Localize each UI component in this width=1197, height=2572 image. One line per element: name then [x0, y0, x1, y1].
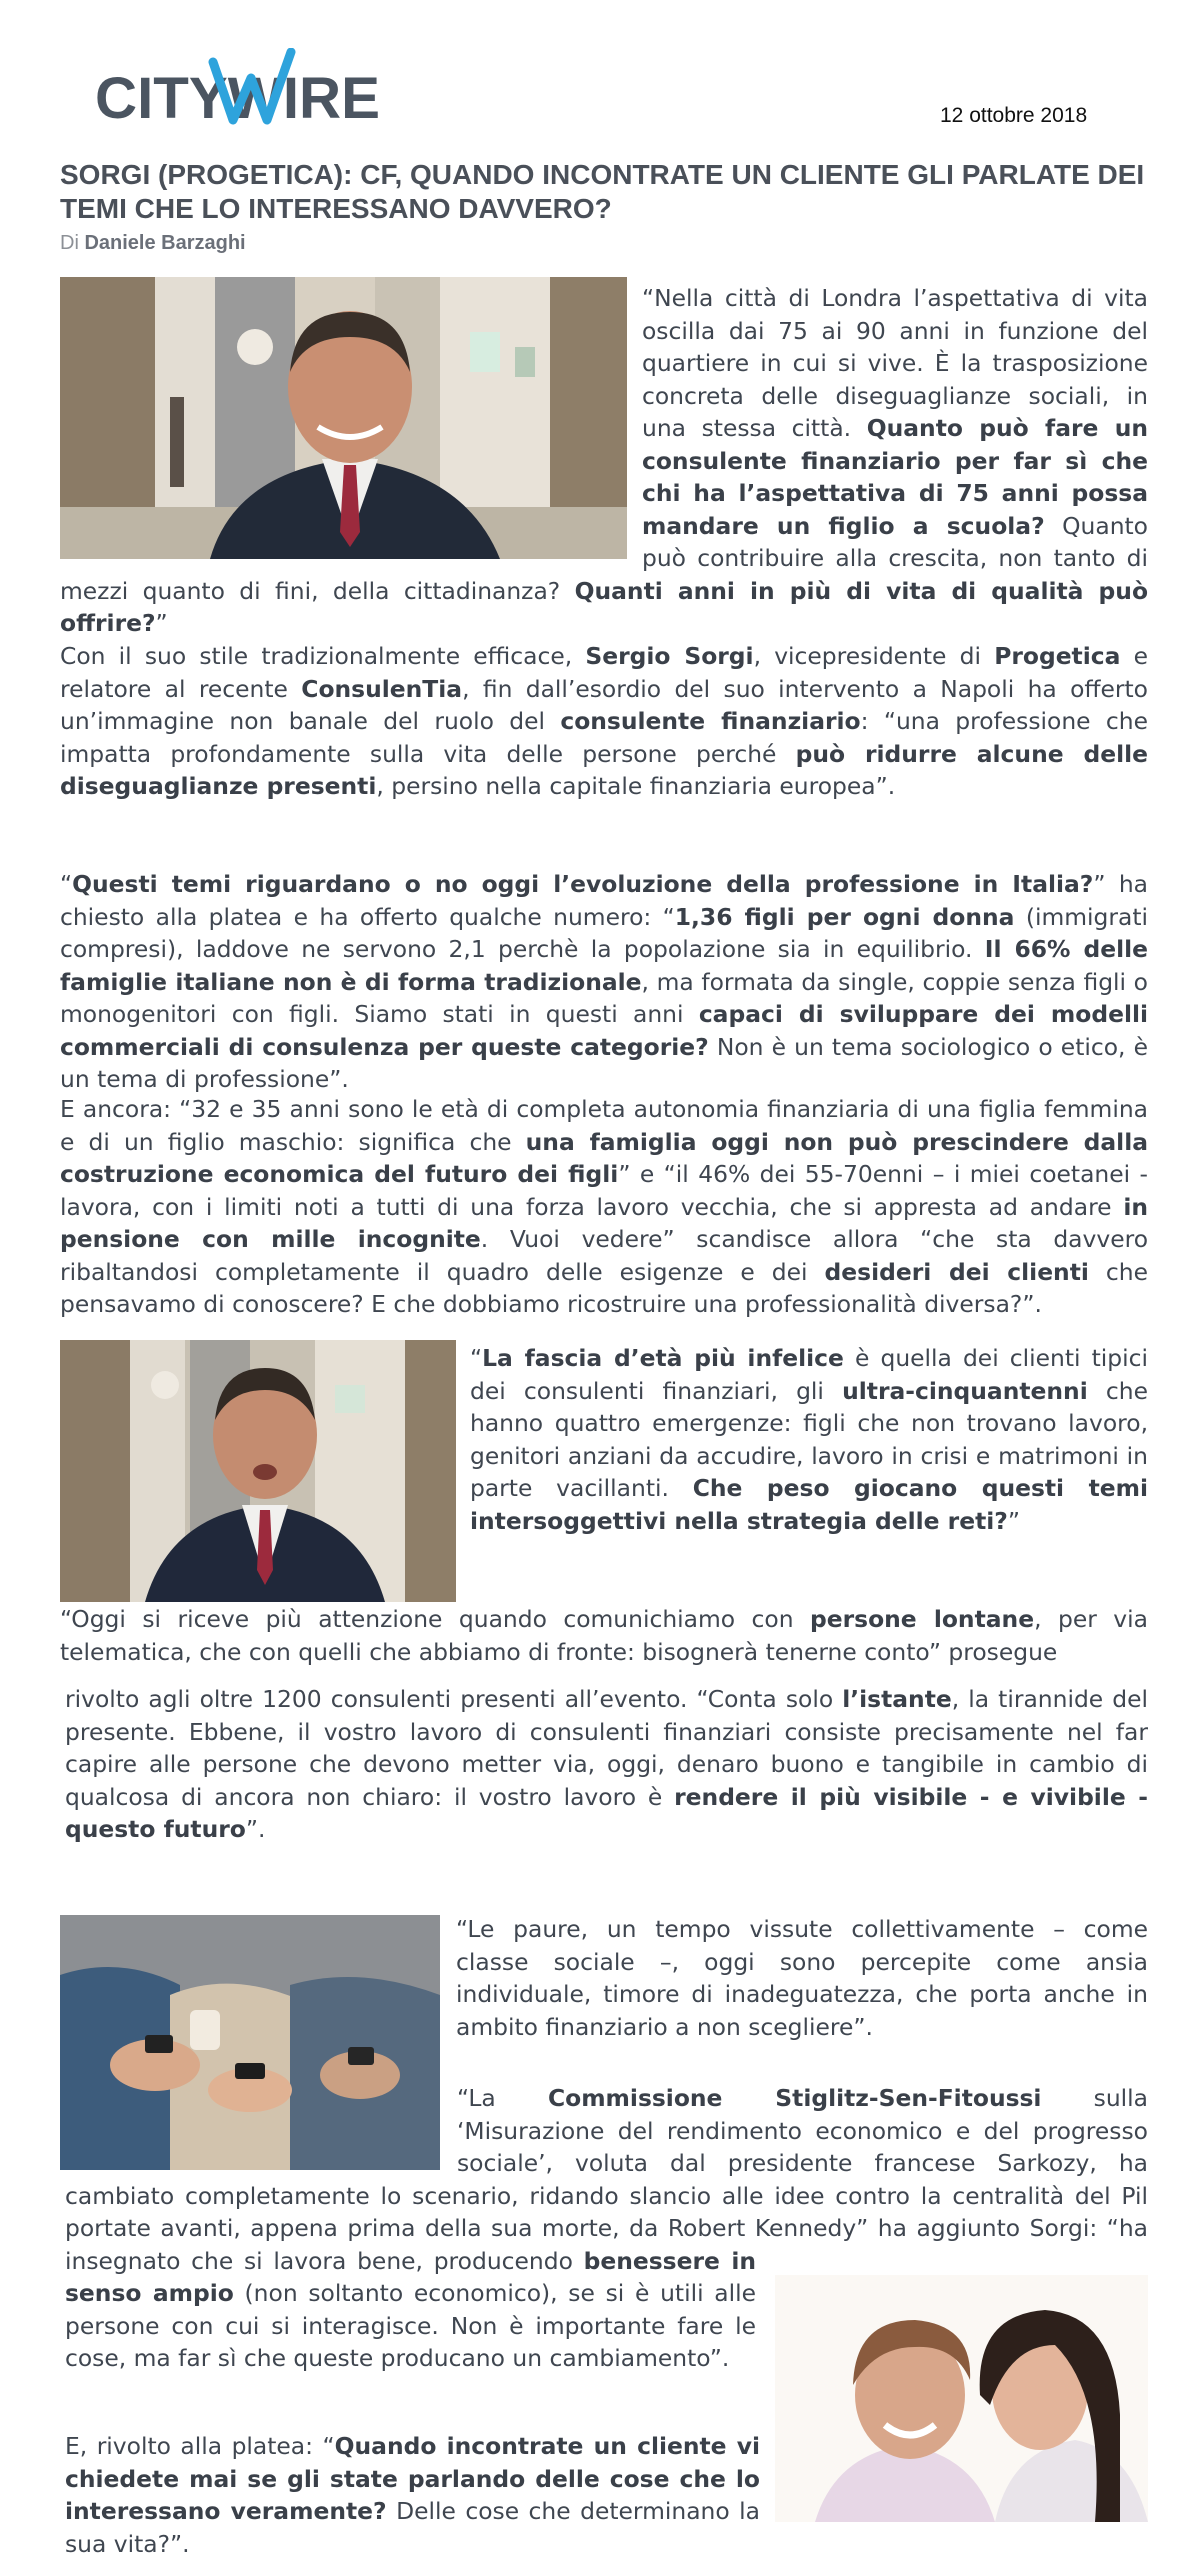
text-run: : “una professione che impatta profondamente sulla vita delle persone perché [60, 707, 1148, 768]
text-run: che hanno quattro emergenze: figli che non trovano lavoro, genitori anziani da accudire, lavoro in crisi e matrimoni in parte vacillanti. [470, 1376, 1148, 1502]
bold-text: una famiglia oggi non può prescindere dalla costruzione economica del futuro dei figli [60, 1127, 1148, 1188]
text-run: Delle cose che determinano la sua vita?”. [65, 2497, 760, 2558]
text-run: (non soltanto economico), se si è utili alle persone con cui si interagisce. Non è importante fare le cose, ma far sì che queste producano un cambiamento”. [65, 2279, 756, 2372]
bold-text: consulente finanziario [560, 707, 861, 735]
bold-text: La fascia d’età più infelice [482, 1344, 844, 1372]
bold-text: ConsulenTia [301, 674, 463, 703]
photo-sorgi-speaking [60, 1340, 456, 1602]
bold-text: Che peso giocano questi temi intersoggettivi nella strategia delle reti? [470, 1474, 1149, 1535]
paragraph-8 [456, 1913, 1148, 2043]
text-run: sulla ‘Misurazione del rendimento economico e del progresso sociale’, voluta dal presidente francese Sarkozy, ha cambiato completamente lo scenario, ridando slancio alle idee contro la centralità del Pil portate avanti, appena prima della sua morte, da Robert Kennedy” ha aggiunto Sorgi: “ha insegnato che si lavora bene, producendo [65, 2084, 1148, 2275]
bold-text: persone lontane [810, 1605, 1035, 1633]
logo-text: CITYWIRE [95, 66, 380, 130]
paragraph-2 [60, 640, 1148, 803]
text-run: , fin dall’esordio del suo intervento a Napoli ha offerto un’immagine non banale del ruolo del [60, 674, 1148, 735]
text-run: Non è un tema sociologico o etico, è un tema di professione”. [60, 1032, 1149, 1093]
text-run: Quanto può contribuire alla crescita, non tanto di mezzi quanto di fini, della cittadinanza? [60, 511, 1148, 605]
paragraph-10 [65, 2430, 760, 2560]
text-run: “ [60, 870, 73, 898]
bold-text: capaci di sviluppare dei modelli commerciali di consulenza per queste categorie? [60, 1000, 1148, 1061]
bold-text: Progetica [994, 642, 1121, 670]
text-run: Con il suo stile tradizionalmente efficace, [60, 642, 586, 670]
bold-text: Questi temi riguardano o no oggi l’evoluzione della professione in Italia? [72, 870, 1094, 898]
author-name[interactable]: Daniele Barzaghi [84, 232, 246, 254]
text-run: “La [457, 2084, 548, 2112]
text-run: ” [1007, 1506, 1020, 1535]
paragraph-5 [470, 1342, 1148, 1537]
paragraph-1 [60, 282, 1148, 640]
text-run: “Nella città di Londra l’aspettativa di vita oscilla dai 75 ai 90 anni in funzione del quartiere in cui si vive. È la trasposizione concreta delle diseguaglianze sociali, in una stessa città. [642, 284, 1148, 442]
paragraph-4 [60, 1093, 1148, 1321]
text-run: , persino nella capitale finanziaria europea”. [376, 772, 896, 800]
article-date: 12 ottobre 2018 [940, 104, 1088, 127]
paragraph-3 [60, 868, 1148, 1096]
text-run: che pensavamo di conoscere? E che dobbiamo ricostruire una professionalità diversa?”. [60, 1257, 1148, 1318]
text-run: “ [470, 1344, 483, 1372]
byline-prefix: Di [60, 232, 79, 254]
bold-text: può ridurre alcune delle diseguaglianze presenti [60, 739, 1148, 800]
bold-text: Il 66% delle famiglie italiane non è di forma tradizionale [60, 935, 1148, 996]
bold-text: Quanto può fare un consulente finanziario per far sì che chi ha l’aspettativa di 75 anni possa mandare un figlio a scuola? [642, 414, 1148, 540]
bold-text: l’istante [842, 1685, 952, 1713]
text-run: , vicepresidente di [753, 642, 995, 670]
byline [60, 232, 246, 255]
paragraph-6 [60, 1603, 1148, 1668]
text-run: “Oggi si riceve più attenzione quando comunichiamo con [60, 1605, 811, 1633]
bold-text: benessere in senso ampio [65, 2246, 756, 2307]
bold-text: Sergio Sorgi [585, 642, 754, 670]
bold-text: Commissione Stiglitz-Sen-Fitoussi [547, 2084, 1042, 2112]
text-run: è quella dei clienti tipici dei consulenti finanziari, gli [470, 1344, 1148, 1405]
float-spacer [65, 2082, 457, 2150]
text-run: ” [155, 609, 168, 637]
text-run: , ma formata da single, coppie senza figli o monogenitori con figli. Siamo stati in questi anni [60, 967, 1148, 1028]
text-run: (immigrati compresi), laddove ne servono 2,1 perchè la popolazione sia in equilibrio. [60, 902, 1148, 963]
text-run: , la tirannide del presente. Ebbene, il vostro lavoro di consulenti finanziari consiste precisamente nel far capire alle persone che devono metter via, oggi, denaro buono e tangibile in cambio di qualcosa di ancora non chiaro: il vostro lavoro è [65, 1685, 1148, 1811]
text-run: E ancora: “32 e 35 anni sono le età di completa autonomia finanziaria di una figlia femmina e di un figlio maschio: significa che [60, 1095, 1148, 1156]
text-run: E, rivolto alla platea: “ [65, 2432, 335, 2460]
text-run: ”. [245, 1815, 266, 1843]
bold-text: rendere il più visibile - e vivibile - questo futuro [65, 1782, 1148, 1843]
citywire-logo[interactable] [95, 48, 385, 130]
text-run: . Vuoi vedere” scandisce allora “che sta davvero ribaltandosi completamente il quadro delle esigenze e dei [60, 1225, 1149, 1286]
float-spacer [756, 2252, 1148, 2522]
bold-text: ultra-cinquantenni [842, 1376, 1088, 1405]
text-run: ” ha chiesto alla platea e ha offerto qualche numero: “ [60, 870, 1148, 931]
text-run: e relatore al recente [60, 642, 1149, 703]
text-run: rivolto agli oltre 1200 consulenti presenti all’evento. “Conta solo [65, 1685, 843, 1713]
float-spacer [60, 282, 642, 570]
paragraph-7 [65, 1683, 1148, 1846]
article-title: SORGI (PROGETICA): CF, QUANDO INCONTRATE UN CLIENTE GLI PARLATE DEI TEMI CHE LO INTERESSANO DAVVERO? [60, 159, 1145, 224]
text-run: “Le paure, un tempo vissute collettivamente – come classe sociale –, oggi sono percepite come ansia individuale, timore di inadeguatezza, che porta anche in ambito finanziario a non scegliere”. [456, 1915, 1148, 2041]
bold-text: 1,36 figli per ogni donna [674, 902, 1015, 931]
bold-text: in pensione con mille incognite [60, 1192, 1148, 1253]
text-run: ” e “il 46% dei 55-70enni – i miei coetanei - lavora, con i limiti noti a tutti di una forza lavoro vecchia, che si appresta ad andare [60, 1160, 1148, 1221]
bold-text: Quanti anni in più di vita di qualità può offrire? [60, 576, 1149, 637]
bold-text: desideri dei clienti [824, 1257, 1089, 1286]
text-run: , per via telematica, che con quelli che abbiamo di fronte: bisognerà tenerne conto” prosegue [60, 1605, 1148, 1666]
bold-text: Quando incontrate un cliente vi chiedete mai se gli state parlando delle cose che lo interessano veramente? [65, 2432, 760, 2525]
